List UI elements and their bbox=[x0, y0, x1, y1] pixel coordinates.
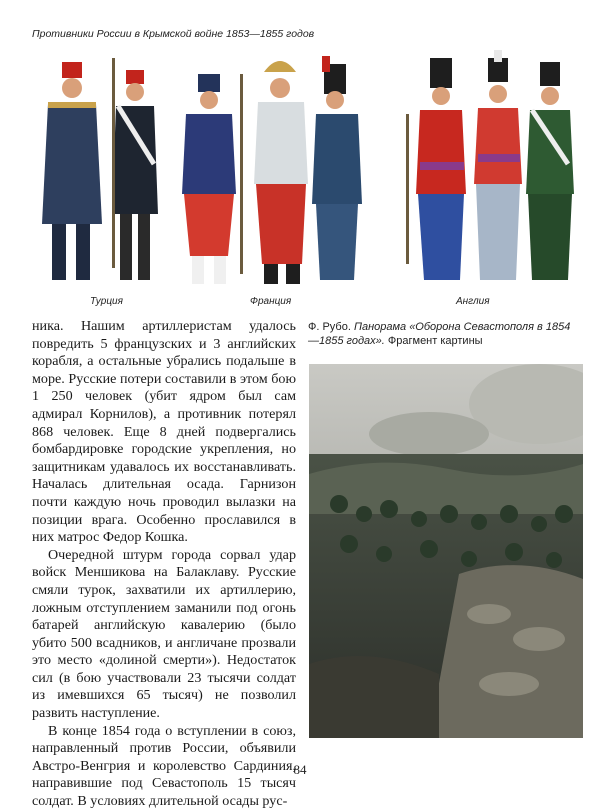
caption-author: Ф. Рубо. bbox=[308, 321, 351, 333]
soldier-uniforms-illustration bbox=[28, 44, 588, 296]
sevastopol-panorama-painting bbox=[309, 364, 583, 738]
turkish-officer-figure bbox=[42, 62, 102, 280]
english-rifleman-figure bbox=[526, 62, 574, 280]
caption-title: Панорама «Оборона Севастополя в 1854—1855 годах». bbox=[308, 321, 571, 347]
running-header: Противники России в Крымской войне 1853—1855 годов bbox=[32, 28, 315, 40]
paragraph: Очередной штурм города сорвал удар войск Меншикова на Балаклаву. Русские смяли турок, захватили их артиллерию, ложным отступлением заманили под огонь батарей английскую кавалерию (было убито 500 всадников, и англичане прозвали это место «долиной смерти»). Недостаток сил (в бою участвовали 23 тысячи солдат из имевшихся 65 тысяч) не позволил развить наступление. bbox=[32, 546, 296, 722]
french-hussar-figure bbox=[312, 56, 362, 280]
paragraph: ника. Нашим артиллеристам удалось повредить 5 французских и 3 английских корабля, а остальные убрались подальше в море. Русские потери составили в этом бою 1 250 человек (убит ядром был сам адмирал Корнилов), а противник потерял 868 человек. Еще 8 дней подвергались бомбардировке городские укрепления, но защитникам удавалось их восстанавливать. Началась длительная осада. Гарнизон почти каждую ночь проводил вылазки на позиции врага. Особенно прославился в них матрос Федор Кошка. bbox=[32, 318, 296, 546]
main-text-column bbox=[32, 318, 296, 811]
caption-turkey: Турция bbox=[90, 296, 123, 307]
english-lancer-figure bbox=[474, 50, 522, 280]
caption-france: Франция bbox=[250, 296, 292, 307]
painting-caption bbox=[308, 320, 578, 348]
page-number: 84 bbox=[293, 762, 307, 777]
caption-england: Англия bbox=[456, 296, 490, 307]
turkish-infantryman-figure bbox=[112, 58, 158, 280]
french-zouave-figure bbox=[182, 74, 243, 284]
paragraph: В конце 1854 года о вступлении в союз, направленный против России, объявили Австро-Венгрия и королевство Сардиния, направившие под Севастополь 15 тысяч солдат. В условиях длительной осады рус- bbox=[32, 722, 296, 810]
french-cuirassier-figure bbox=[254, 61, 308, 284]
caption-suffix: Фрагмент картины bbox=[387, 335, 483, 347]
english-guardsman-figure bbox=[406, 58, 466, 280]
